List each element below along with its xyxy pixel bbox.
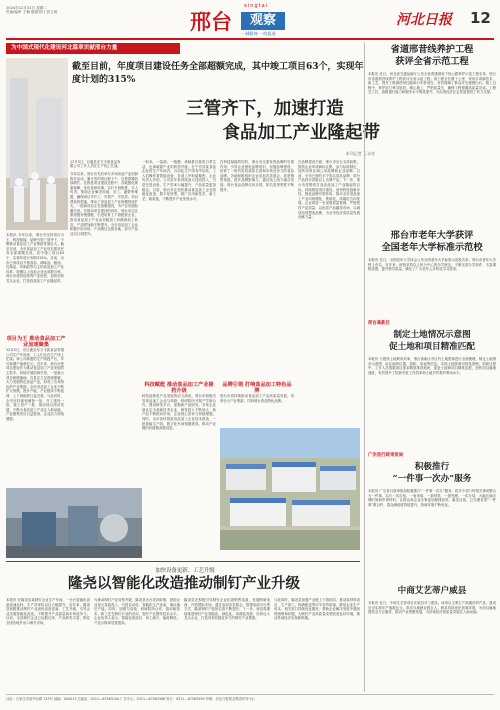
observe-badge: 观察 (241, 12, 285, 30)
story2-title-line2: 全国老年大学标准示范校 (381, 242, 483, 253)
bottom-rule (6, 561, 360, 562)
lead-body-col-1b: 12月5日，在巨鹿县东方丰凯食品有限公司生产车间里，工人们正在生产线上忙碌。该公司新建的生产线投产后，年可新增产值数亿元。近年来，邢台市把项目建设作为推动食品加工产业发展的主抓手，持续开展招商引资，一批重大项目相继落地。各县区立足资源禀赋，大力发展特色食品产业，形成了各具特色的产业集群。全市食品加工企业不断扩大规模，提升产能，产业链条不断延伸，上下游配套日益完善。与此同时，全市坚持谋划储备一批、开工建设一批、竣工投产一批，推动项目滚动发展，不断为食品加工产业注入新动能，产业聚集效应日益显现，企业活力持续增强。 (6, 348, 64, 421)
masthead-info (6, 6, 126, 15)
story4-title-line2: “一件事一次办”服务 (392, 473, 472, 484)
lead-deck: 截至目前，年度项目建设任务全部超额完成，其中竣工项目63个，实现年度计划的315% (72, 62, 364, 85)
story1-body: 本报讯 近日，河北省交通运输厅公布全省普通国省干线公路养护示范工程名单，邢台市省道邢昔线养护工程获评全省示范工程。该工程全长数十公里，采用多项新技术、新工艺，提升了路面使用性能和行车舒适性，有效保障了群众安全便捷出行。施工过程中，养护部门科学组织、精心施工，严把质量关，确保工程按期高质量完成。工程完工后，道路通行能力和服务水平明显提升，为沿线经济社会发展提供了有力支撑。 (368, 72, 496, 95)
story4-label: 广宗县行政审批局 (368, 453, 404, 458)
dept-line: 责编/编审 王楠 版面设计 张立琪 (6, 10, 58, 15)
lead-headline-1: 三管齐下，加速打造 (186, 99, 344, 119)
lead-body-col-3b: 科技创新是产业发展的动力源泉。邢台市积极引导食品加工企业与高校、科研院所开展产学研合作，建设研发平台，加强新产品研发。多家企业被认定为高新技术企业，研发投入不断加大，新产品不断推向市场，企业核心竞争力持续增强。同时，全市加快推进食品加工企业技术改造，一批智能生产线、数字化车间相继建成，推动产业链向价值链高端迈进。 (142, 394, 216, 431)
story5-title: 中商艾艺蒂户威县 (397, 586, 467, 596)
page-number: 12 (470, 9, 491, 27)
bottom-kicker: 加快设备更新、工艺升级 (155, 568, 215, 574)
bottom-body-col-1: 本报讯 在隆尧县某制钉企业生产车间，一台台智能化设备高速运转，生产效率较以往大幅提升。近年来，隆尧县积极推动制钉产业加快设备更新、工艺升级，引导企业实施智能化改造，不断提升产品质量和市场竞争力。目前，全县制钉企业已达数百家，产品种类丰富，销往全国各地并出口海外市场。 (6, 598, 90, 625)
lead-body-col-3: 一粒米、一袋面、一瓶酱，承载着百姓的日常生活，也承载着产业的转型升级。在宁晋县某食品企业的生产车间内，自动化生产线有序运转，工人们操作着智能设备，各道工序衔接紧密。企业负责人介绍，公司近年来持续加大技改投入，引进先进设备，生产效率大幅提升，产品质量更加稳定。目前，邢台市正加快推动食品加工企业智能化改造、数字化转型，推广应用新技术、新工艺、新装备，不断提升产业发展水平。 (142, 160, 216, 201)
industrial-park-photo (220, 428, 360, 550)
story3-title (368, 330, 496, 353)
lead-body-col-2: 今年以来，邢台市先后举办多场食品产业招商推介活动，累计签约项目数十个，总投资额持续增长。在推进项目建设过程中，各地强化要素保障，优化营商环境，实行专班推进、专人负责，帮助企业解决用地、用工、融资等难题，确保项目早开工、早投产、早见效。项目建设的提速，带动了食品加工产业规模持续扩大，一批新项目正在加紧建设，为产业发展积蓄后劲。在推动项目建设的同时，邢台市还注重延链补链强链，引进培育上下游配套企业，推动食品加工产业由初级加工向精深加工转变，产品附加值不断提升。全市食品加工企业积极开拓市场，产品销往全国各地，部分产品还出口到国外。 (70, 172, 138, 236)
lead-body-col-1: 本报讯 今年以来，邢台市坚持项目为王、科技赋能、品牌引领三管齐下，不断推动食品加工产业集群发展壮大。截至目前，全市食品加工产业项目建设任务全部超额完成，其中竣工项目63个，实现年度计划的315%。目前，全市已形成以方便食品、调味品、粮油、乳制品、肉制品等为主的食品加工产业体系，规模以上食品企业达到数百家。邢台市将持续发挥产业优势，加快培育龙头企业，打造食品加工产业隆起带。 (6, 233, 64, 283)
story4-body: 本报讯 广宗县行政审批局积极推行“一件事一次办”服务，将多个部门的相关事项整合为一件事，实行一次告知、一表申请、一套材料、一窗受理、一次办结，大幅压缩办理时间和申请材料，让群众和企业办事更加便捷高效。截至目前，已办理各类“一件事”数百件，群众满意度持续提升，营商环境不断优化。 (368, 489, 496, 507)
story1-title-line1: 省道邢昔线养护工程 (390, 44, 474, 55)
lead-headline-2: 食品加工产业隆起带 (222, 123, 380, 143)
bottom-body-col-2: 为推动制钉产业转型升级，隆尧县出台扶持政策，鼓励企业加大技改投入，引进自动化、智能化生产设备，淘汰落后产能。同时，加强与高校、科研院所合作，推动新技术、新工艺在制钉行业的应用，提升产业整体技术水平。企业负责人表示，智能化改造后，用工减少，能耗降低，产品合格率显著提高。 (94, 598, 180, 625)
lead-body-col-4: 在科技赋能的同时，邢台市注重发挥品牌的引领作用，引导企业强化品牌意识，加强品牌建设，培育了一批具有较高知名度和市场竞争力的食品品牌。各地积极组织企业参加各类展会，拓宽销售渠道，提升品牌影响力。通过线上线下融合发展，邢台食品品牌走向全国，知名度美誉度不断提升。 (220, 160, 294, 192)
bottom-photo (6, 488, 142, 558)
masthead-rule (6, 38, 494, 40)
story2-body: 本报讯 近日，全国老年大学协会公布全国老年大学标准示范校名单，邢台市老年大学榜上有名。近年来，该校坚持以人民为中心的办学理念，不断完善办学条件，丰富课程设置，提升教学质量，满足了广大老年人多样化学习需求。 (368, 258, 496, 272)
bottom-headline: 隆尧以智能化改造推动制钉产业升级 (68, 575, 300, 592)
lead-section-head-2: 科技赋能 推动食品加工产业提档升级 (144, 382, 214, 394)
lead-photo-caption: 12月5日，巨鹿县东方丰凯食品有限公司工作人员在生产线上忙碌。 (70, 160, 121, 169)
lead-body-col-4b: 邢台市将持续推动食品加工产业高质量发展，培育壮大产业集群，打响邢台食品特色品牌。 (220, 394, 294, 403)
story4-title-line1: 积极推行 (414, 462, 450, 472)
story4-title (368, 462, 496, 485)
footer-rule (6, 694, 494, 695)
lead-photo (6, 58, 68, 230)
story3-title-line1: 制定土地情况示意图 (393, 330, 471, 340)
story2-title (368, 230, 496, 254)
lead-section-head-1: 项目为王 推动食品加工产业加速聚集 (6, 336, 66, 348)
footer-info: 社址：石家庄市裕华东路 133号 邮编：050013 总编室：0311—67563100 广告中心：0311—67563388 发行：0311—67563999 印刷：河北日报报业集团印务中心 (6, 697, 256, 701)
newspaper-logo: 河北日报 (396, 12, 452, 28)
date-line: 2024年12月31日 星期二 (6, 6, 47, 10)
story1-title (368, 44, 496, 68)
column-divider (364, 42, 365, 692)
story3-label: 邢台高新区 (368, 321, 390, 326)
top-banner: 为中国式现代化建设河北篇章贡献邢台力量 (6, 43, 180, 54)
story2-title-line1: 邢台市老年大学获评 (390, 230, 474, 241)
lead-section-head-3: 品牌引领 打响食品加工特色品牌 (222, 382, 292, 394)
story3-body: 本报讯 为提高土地利用效率，邢台高新区对区内土地资源进行全面梳理，制定土地情况示意图，标注地块位置、面积、用途等信息，实现土地资源可视化管理。招商过程中，工作人员根据项目需求精准推荐地块，促进土地和项目精准匹配，加快项目落地速度，有效提升了招商引资工作效率和土地节约集约利用水平。 (368, 357, 496, 375)
story5-body: 本报讯 近日，中商艾艺蒂项目在威县开工建设。该项目主要生产高端纺织产品，建成后可实现年产值数亿元，带动当地就业数百人。威县持续优化营商环境，为项目落地提供全方位服务，推动产业集聚发展，为县域经济高质量发展注入新动能。 (368, 601, 496, 615)
bottom-body-col-4: 与此同时，隆尧县加强产业链上下游协同，推动原材料供应、生产加工、物流配送等环节有效衔接，降低企业生产成本。相关部门持续优化服务，帮助企业解决发展中遇到的困难和问题，为制钉产业高质量发展营造良好环境，推动县域经济实现新跨越。 (274, 598, 360, 621)
section-pinyin: xingtai (243, 3, 269, 9)
bottom-body-col-3: 隆尧县还积极引导制钉企业拓展销售渠道，发展跨境电商，开拓国际市场。通过参加各类展会、搭建电商平台等方式，隆尧制钉产品知名度不断提升。下一步，该县将继续推进制钉产业智能化、绿色化、高端化发展，培育壮大龙头企业，打造具有较强竞争力的制钉产业集群。 (184, 598, 270, 621)
lead-body-col-5: 在品牌建设方面，邢台市出台支持政策，鼓励企业申请商标注册、参与标准制定，加快培育区域公用品牌和企业品牌。目前，全市已拥有多个知名食品品牌，部分产品获评省级以上名牌产品。下一步，邢台市将围绕打造食品加工产业隆起带目标，持续推进项目建设，加快科技创新步伐，强化品牌引领作用，推动全市食品加工产业向规模化、集群化、高端化方向发展。企业将进一步加强质量管理，严格把控产品质量，以优质产品赢得市场，以诚信经营塑造品牌，为全市经济高质量发展贡献力量。 (298, 160, 360, 220)
section-title: 邢台 (190, 9, 232, 34)
story1-title-line2: 获评全省示范工程 (395, 56, 469, 67)
section-slogan: 一城精神 一线报道 (241, 31, 276, 36)
lead-byline: 本刊记者 王永亮 (345, 151, 375, 156)
story3-title-line2: 促土地和项目精准匹配 (389, 341, 475, 352)
